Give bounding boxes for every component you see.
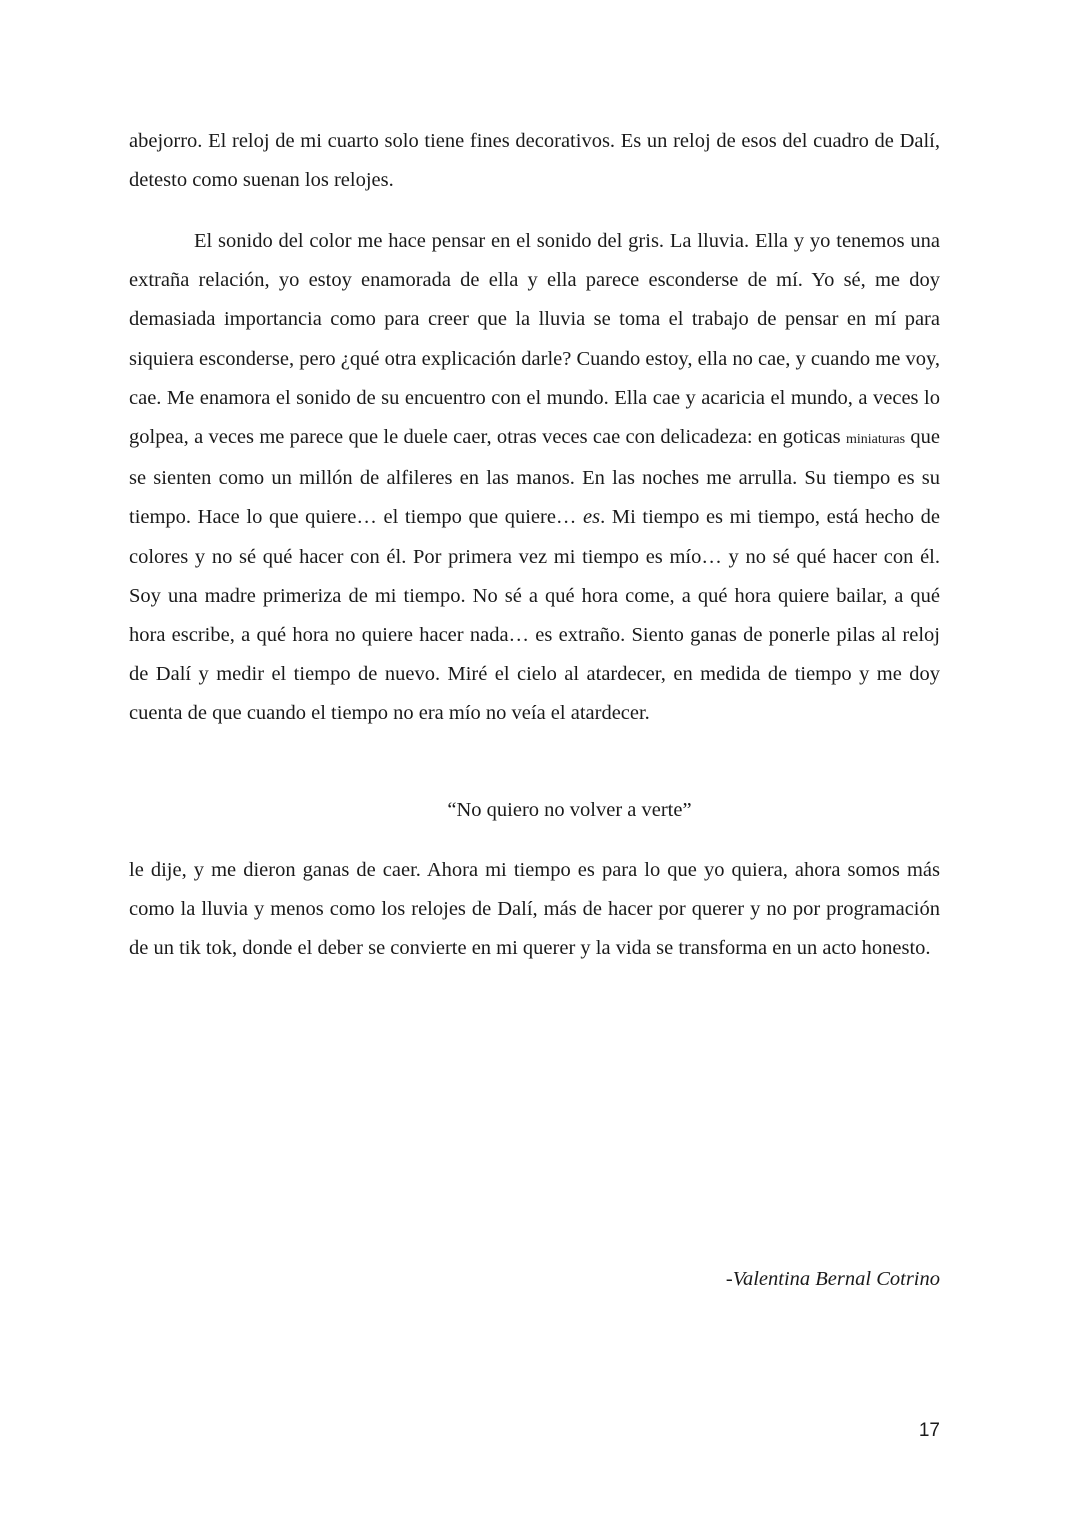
paragraph-1: abejorro. El reloj de mi cuarto solo tiene fines decorativos. Es un reloj de esos del cuadro de Dalí, detesto como suenan los relojes. [129, 130, 940, 192]
paragraph-2 [129, 222, 940, 734]
centered-quote: “No quiero no volver a verte” [447, 799, 692, 821]
paragraph-3: le dije, y me dieron ganas de caer. Ahora mi tiempo es para lo que yo quiera, ahora somos más como la lluvia y menos como los relojes de Dalí, más de hacer por querer y no por programación de un tik tok, donde el deber se convierte en mi querer y la vida se transforma en un acto honesto. [129, 859, 940, 960]
author-signature: -Valentina Bernal Cotrino [725, 1268, 940, 1290]
paragraph-2-text-c: . Mi tiempo es mi tiempo, está hecho de colores y no sé qué hacer con él. Por primera vez mi tiempo es mío… y no sé qué hacer con él. Soy una madre primeriza de mi tiempo. No sé a qué hora come, a qué hora quiere bailar, a qué hora escribe, a qué hora no quiere hacer nada… es extraño. Siento ganas de ponerle pilas al reloj de Dalí y medir el tiempo de nuevo. Miré el cielo al atardecer, en medida de tiempo y me doy cuenta de que cuando el tiempo no era mío no veía el atardecer. [129, 506, 940, 725]
paragraph-2-small-word: miniaturas [845, 432, 906, 448]
paragraph-2-text-b: que se sienten como un millón de alfileres en las manos. En las noches me arrulla. Su tiempo es su tiempo. Hace lo que quiere… el tiempo que quiere… [129, 426, 940, 529]
page-number: 17 [918, 1420, 940, 1441]
paragraph-2-italic-word: es [583, 506, 601, 529]
paragraph-2-text-a: El sonido del color me hace pensar en el sonido del gris. La lluvia. Ella y yo tenemos una extraña relación, yo estoy enamorada de ella y ella parece esconderse de mí. Yo sé, me doy demasiada importancia como para creer que la lluvia se toma el trabajo de pensar en mí para siquiera esconderse, pero ¿qué otra explicación darle? Cuando estoy, ella no cae, y cuando me voy, cae. Me enamora el sonido de su encuentro con el mundo. Ella cae y acaricia el mundo, a veces lo golpea, a veces me parece que le duele caer, otras veces cae con delicadeza: en goticas [129, 230, 940, 449]
